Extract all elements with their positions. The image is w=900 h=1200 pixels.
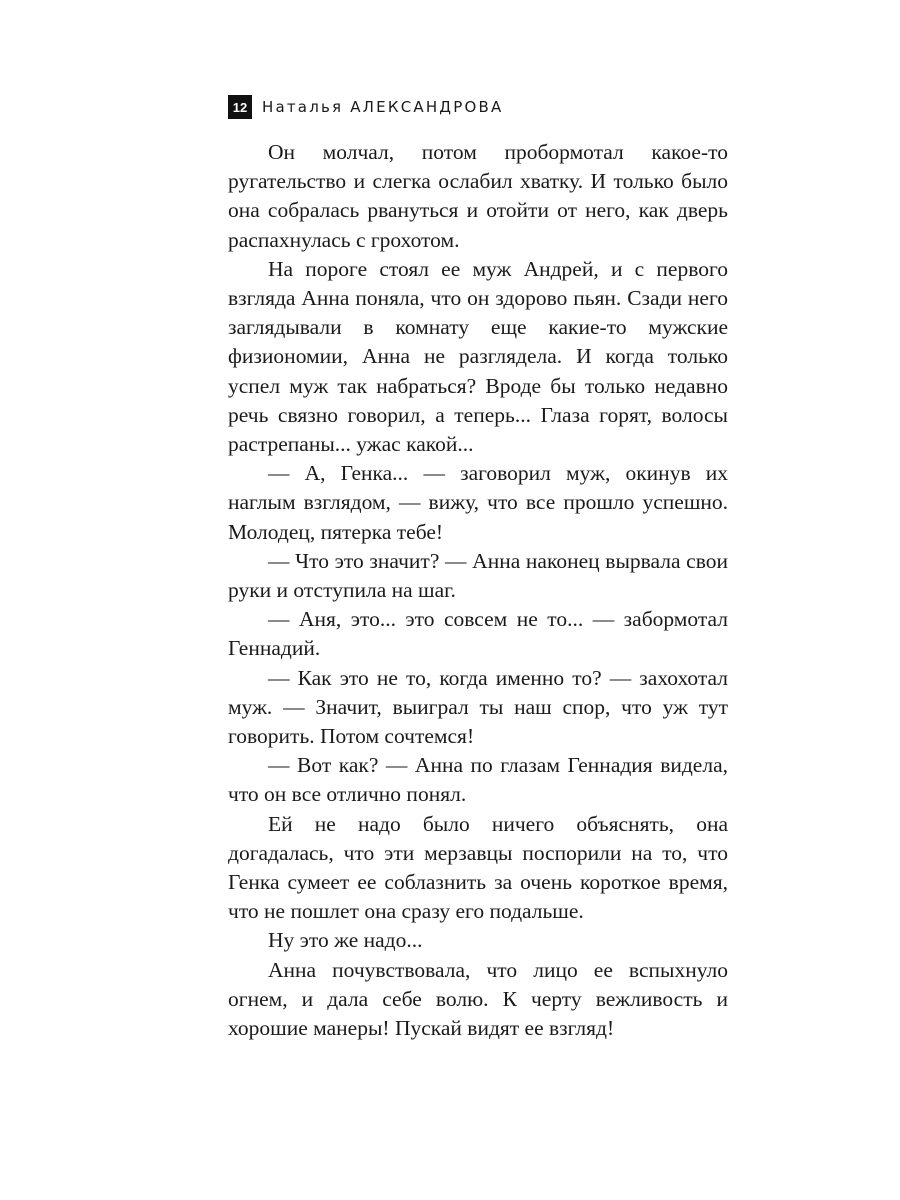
paragraph: На пороге стоял ее муж Андрей, и с первого взгляда Анна поняла, что он здорово пьян. Сзади него заглядывали в комнату еще какие-то мужские физиономии, Анна не разглядела. И когда только успел муж так набраться? Вроде бы только недавно речь связно говорил, а теперь... Глаза горят, волосы растрепаны... ужас какой... — [228, 256, 728, 457]
running-head-author: Наталья АЛЕКСАНДРОВА — [262, 98, 504, 116]
paragraph: — А, Генка... — заговорил муж, окинув их наглым взглядом, — вижу, что все прошло успешно. Молодец, пятерка тебе! — [228, 461, 728, 544]
paragraph: Ей не надо было ничего объяснять, она догадалась, что эти мерзавцы поспорили на то, что Генка сумеет ее соблазнить за очень короткое время, что не пошлет она сразу его подальше. — [228, 811, 728, 924]
paragraph: — Аня, это... это совсем не то... — забормотал Геннадий. — [228, 607, 728, 661]
paragraph: Ну это же надо... — [268, 928, 423, 953]
page-number: 12 — [228, 95, 252, 119]
paragraph: — Что это значит? — Анна наконец вырвала свои руки и отступила на шаг. — [228, 548, 728, 603]
body-text — [228, 138, 728, 1043]
paragraph: — Как это не то, когда именно то? — захохотал муж. — Значит, выиграл ты наш спор, что уж тут говорить. Потом сочтемся! — [228, 665, 728, 749]
paragraph: Он молчал, потом пробормотал какое-то ругательство и слегка ослабил хватку. И только было она собралась рвануться и отойти от него, как дверь распахнулась с грохотом. — [228, 140, 728, 252]
paragraph: — Вот как? — Анна по глазам Геннадия видела, что он все отлично понял. — [228, 753, 728, 807]
page-header — [228, 94, 503, 120]
paragraph: Анна почувствовала, что лицо ее вспыхнуло огнем, и дала себе волю. К черту вежливость и хорошие манеры! Пускай видят ее взгляд! — [228, 957, 728, 1041]
